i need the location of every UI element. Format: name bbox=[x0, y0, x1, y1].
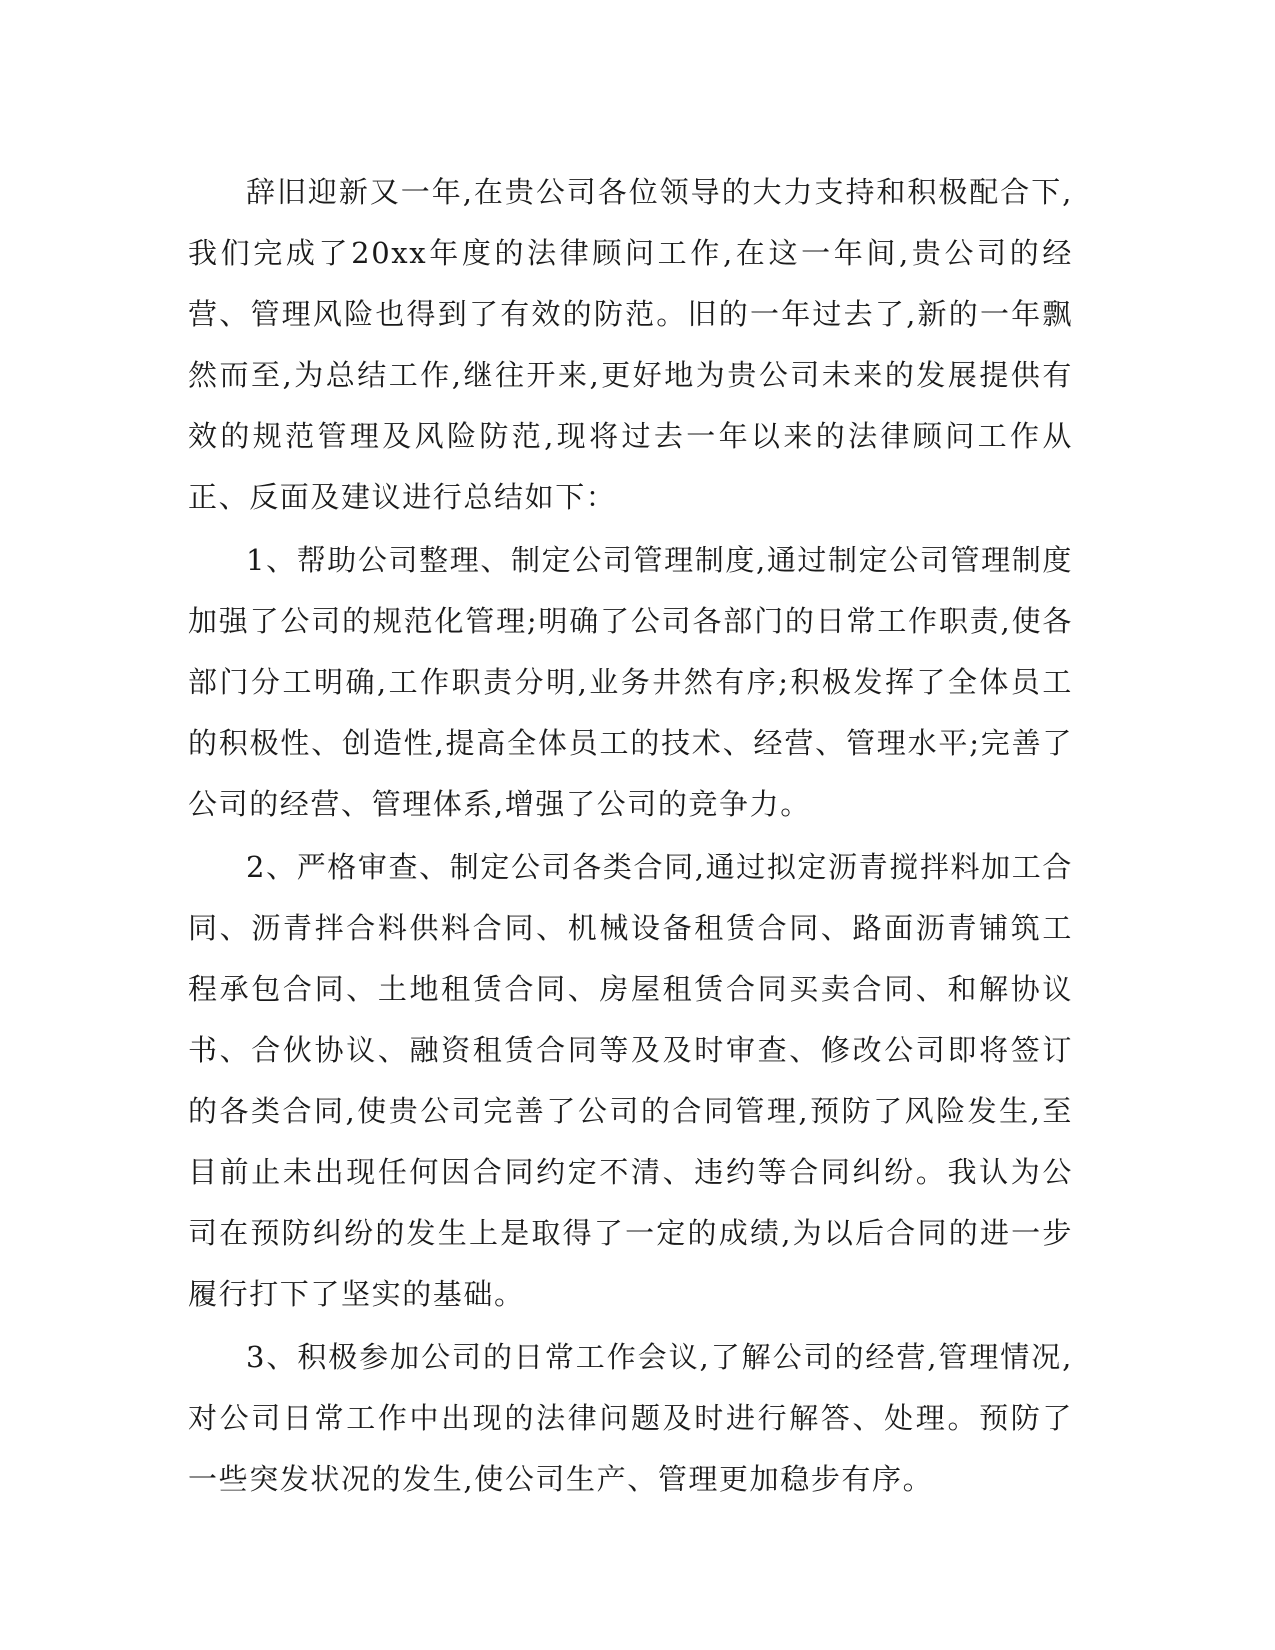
document-body bbox=[188, 162, 1073, 1512]
item-1-paragraph: 1、帮助公司整理、制定公司管理制度,通过制定公司管理制度加强了公司的规范化管理;明确了公司各部门的日常工作职责,使各部门分工明确,工作职责分明,业务井然有序;积极发挥了全体员工的积极性、创造性,提高全体员工的技术、经营、管理水平;完善了公司的经营、管理体系,增强了公司的竞争力。 bbox=[188, 543, 1073, 821]
intro-paragraph: 辞旧迎新又一年,在贵公司各位领导的大力支持和积极配合下,我们完成了20xx年度的法律顾问工作,在这一年间,贵公司的经营、管理风险也得到了有效的防范。旧的一年过去了,新的一年飘然而至,为总结工作,继往开来,更好地为贵公司未来的发展提供有效的规范管理及风险防范,现将过去一年以来的法律顾问工作从正、反面及建议进行总结如下： bbox=[188, 175, 1073, 514]
item-3-paragraph: 3、积极参加公司的日常工作会议,了解公司的经营,管理情况,对公司日常工作中出现的法律问题及时进行解答、处理。预防了一些突发状况的发生,使公司生产、管理更加稳步有序。 bbox=[188, 1340, 1073, 1496]
item-2-paragraph: 2、严格审查、制定公司各类合同,通过拟定沥青搅拌料加工合同、沥青拌合料供料合同、机械设备租赁合同、路面沥青铺筑工程承包合同、土地租赁合同、房屋租赁合同买卖合同、和解协议书、合伙协议、融资租赁合同等及及时审查、修改公司即将签订的各类合同,使贵公司完善了公司的合同管理,预防了风险发生,至目前止未出现任何因合同约定不清、违约等合同纠纷。我认为公司在预防纠纷的发生上是取得了一定的成绩,为以后合同的进一步履行打下了坚实的基础。 bbox=[188, 850, 1073, 1311]
